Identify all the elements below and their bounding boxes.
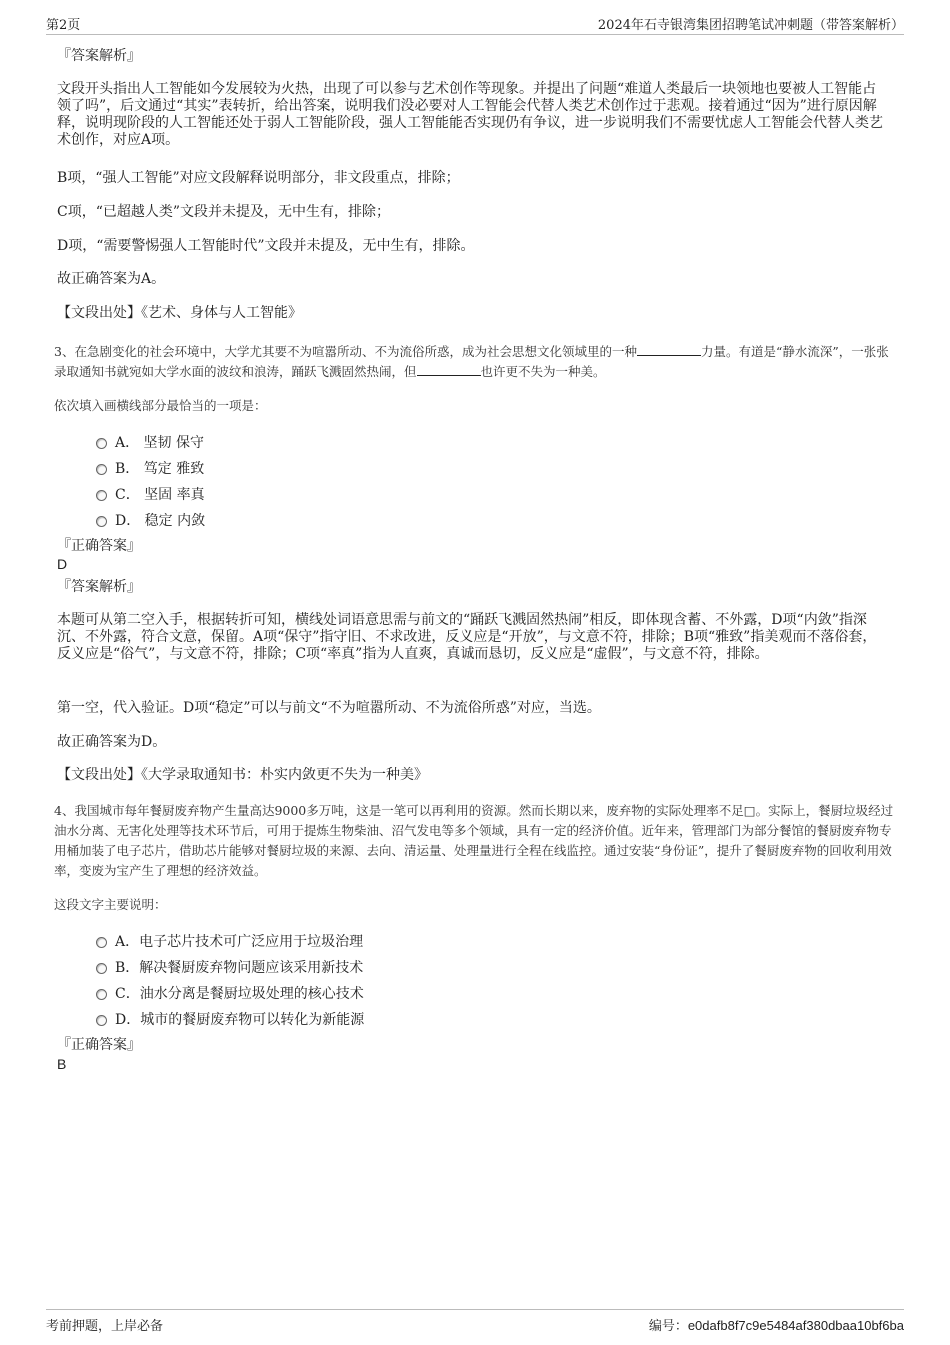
q3-stem-part1: 3、在急剧变化的社会环境中，大学尤其要不为喧嚣所动、不为流俗所惑，成为社会思想文化领域里的一种 [54,344,637,359]
q3-option-c-label: C． 坚固 率真 [115,487,205,503]
q4-option-d[interactable] [96,1009,364,1029]
q3-option-d[interactable] [96,510,205,530]
q3-analysis-title: 『答案解析』 [57,579,141,595]
q3-prompt: 依次填入画横线部分最恰当的一项是： [54,398,267,413]
q4-stem: 4、我国城市每年餐厨废弃物产生量高达9000多万吨，这是一笔可以再利用的资源。然而长期以来，废弃物的实际处理率不足□。实际上，餐厨垃圾经过油水分离、无害化处理等技术环节后，可用于提炼生物柴油、沼气发电等多个领域，具有一定的经济价值。近年来，管理部门为部分餐馆的餐厨废弃物专用桶加装了电子芯片，借助芯片能够对餐厨垃圾的来源、去向、清运量、处理量进行全程在线监控。通过安装“身份证”，提升了餐厨废弃物的回收利用效率，变废为宝产生了理想的经济效益。 [54,803,894,878]
page-header [46,12,904,35]
q4-option-d-label: D．城市的餐厨废弃物可以转化为新能源 [115,1012,365,1028]
q2-analysis-p1: 文段开头指出人工智能如今发展较为火热，出现了可以参与艺术创作等现象。并提出了问题“难道人类最后一块领地也要被人工智能占领了吗”，后文通过“其实”表转折，给出答案，说明我们没必要对人工智能会代替人类艺术创作过于悲观。接着通过“因为”进行原因解释，说明现阶段的人工智能还处于弱人工智能阶段，强人工智能能否实现仍有争议，进一步说明我们不需要忧虑人工智能会代替人类艺术创作，对应A项。 [57,81,883,148]
radio-icon[interactable] [96,490,107,501]
q4-answer: B [57,1056,67,1072]
document-title: 2024年石寺银湾集团招聘笔试冲刺题（带答案解析） [597,18,904,33]
q3-analysis-p3: 故正确答案为D。 [57,734,167,750]
q4-option-c-label: C．油水分离是餐厨垃圾处理的核心技术 [115,986,364,1002]
radio-icon[interactable] [96,989,107,1000]
q3-blank-1 [637,343,701,356]
radio-icon[interactable] [96,937,107,948]
q3-answer: D [57,556,68,572]
q3-option-c[interactable] [96,484,205,504]
page-footer [46,1309,904,1332]
q4-option-a-label: A．电子芯片技术可广泛应用于垃圾治理 [115,934,364,950]
q3-option-d-label: D． 稳定 内敛 [115,513,206,529]
q2-analysis-p4: D项，“需要警惕强人工智能时代”文段并未提及，无中生有，排除。 [57,238,475,254]
q3-stem-part3: 也许更不失为一种美。 [480,364,606,379]
q3-stem-part2: 力量。有道是“静水流深”，一张张录取通知书就宛如大学水面的波纹和浪涛，踊跃飞溅固然热闹，但 [54,344,889,379]
q3-option-a[interactable] [96,432,204,452]
radio-icon[interactable] [96,963,107,974]
q3-stem [54,342,899,382]
q4-prompt: 这段文字主要说明： [54,897,167,912]
q2-analysis-p2: B项，“强人工智能”对应文段解释说明部分，非文段重点，排除； [57,170,460,186]
radio-icon[interactable] [96,438,107,449]
q4-option-c[interactable] [96,983,364,1003]
q3-source: 【文段出处】《大学录取通知书：朴实内敛更不失为一种美》 [57,767,428,783]
q3-answer-title: 『正确答案』 [57,538,141,554]
footer-slogan: 考前押题，上岸必备 [46,1319,164,1334]
radio-icon[interactable] [96,464,107,475]
q3-option-a-label: A． 坚韧 保守 [115,435,205,451]
q3-analysis-p2: 第一空，代入验证。D项“稳定”可以与前文“不为喧嚣所动、不为流俗所惑”对应，当选。 [57,700,601,716]
q4-answer-title: 『正确答案』 [57,1037,141,1053]
page-number: 第2页 [46,18,81,33]
q3-option-b[interactable] [96,458,204,478]
q2-analysis-title: 『答案解析』 [57,48,141,64]
q3-blank-2 [417,363,481,376]
q2-analysis-p3: C项，“已超越人类”文段并未提及，无中生有，排除； [57,204,391,220]
document-id: 编号：e0dafb8f7c9e5484af380dbaa10bf6ba [648,1318,904,1333]
q4-option-b-label: B．解决餐厨废弃物问题应该采用新技术 [115,960,364,976]
q4-option-a[interactable] [96,931,363,951]
q3-option-b-label: B． 笃定 雅致 [115,461,205,477]
radio-icon[interactable] [96,1015,107,1026]
q4-option-b[interactable] [96,957,363,977]
q2-analysis-p5: 故正确答案为A。 [57,271,166,287]
radio-icon[interactable] [96,516,107,527]
q2-source: 【文段出处】《艺术、身体与人工智能》 [57,305,302,321]
q3-analysis-p1: 本题可从第二空入手，根据转折可知，横线处词语意思需与前文的“踊跃飞溅固然热闹”相反，即体现含蓄、不外露，D项“内敛”指深沉、不外露，符合文意，保留。A项“保守”指守旧、不求改进，反义应是“开放”，与文意不符，排除；B项“雅致”指美观而不落俗套，反义应是“俗气”，与文意不符，排除；C项“率真”指为人直爽，真诚而恳切，反义应是“虚假”，与文意不符，排除。 [57,612,877,662]
